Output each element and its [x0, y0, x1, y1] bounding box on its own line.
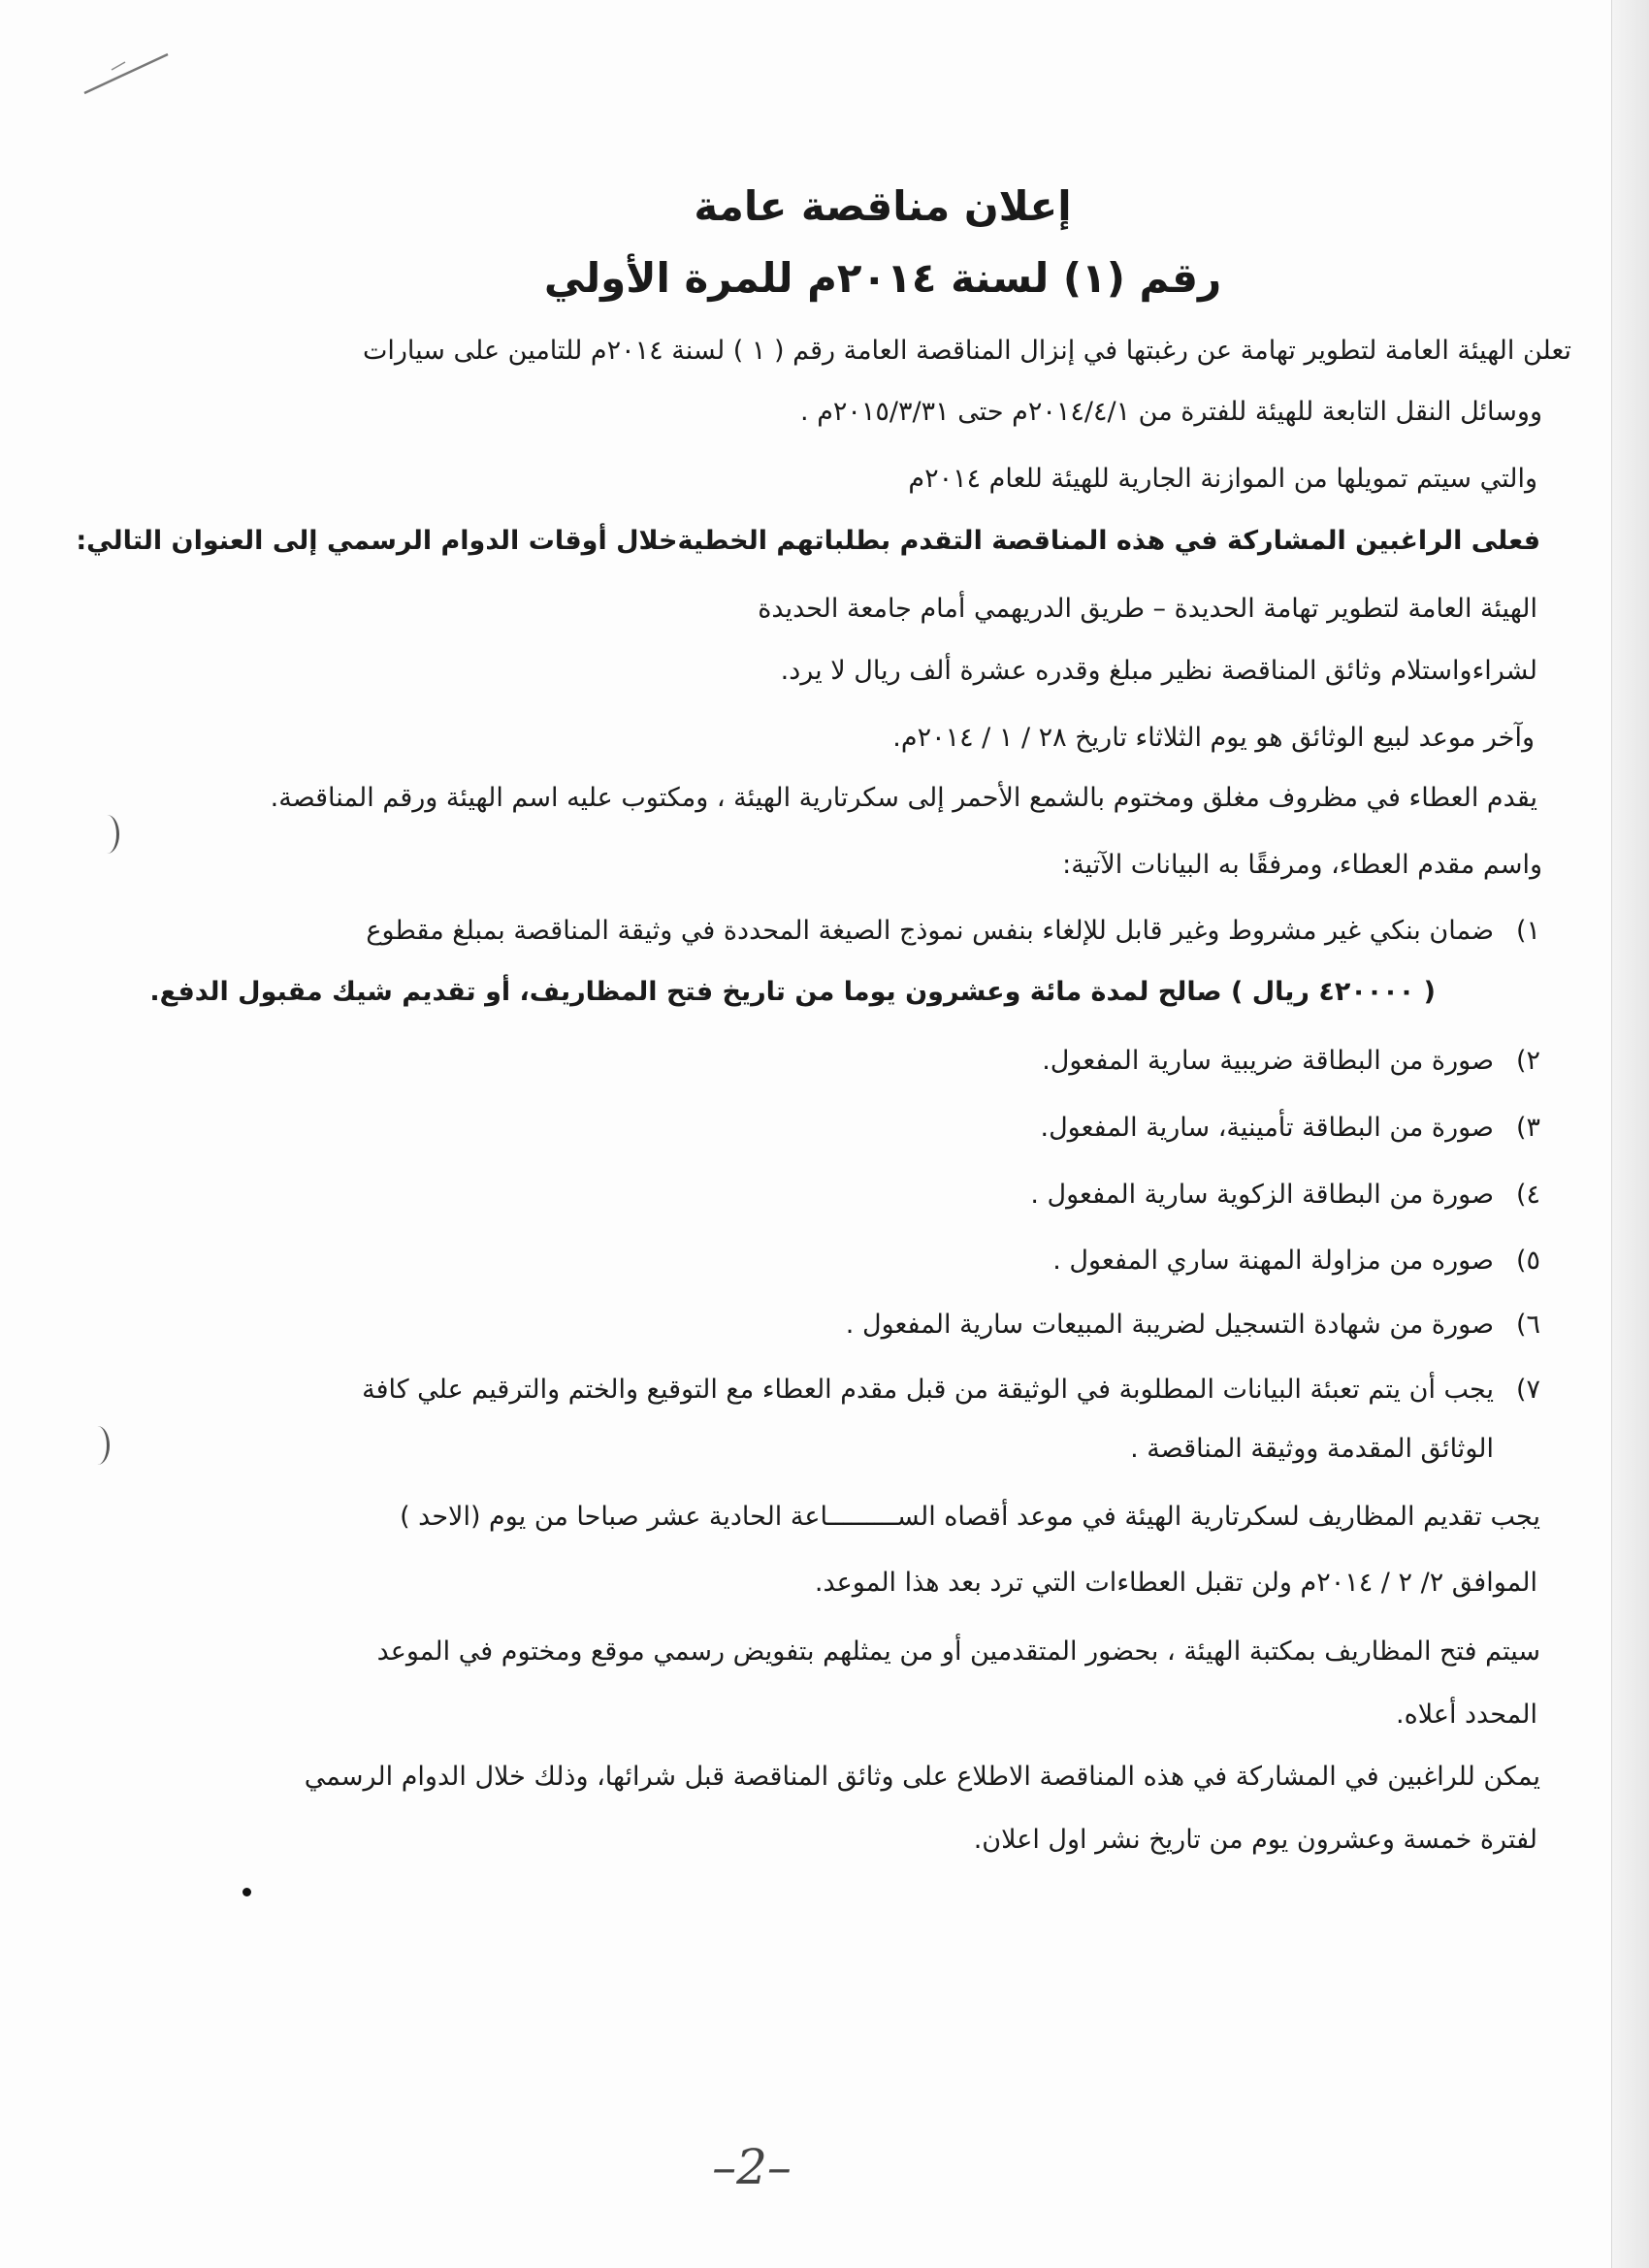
paragraph-line: يقدم العطاء في مظروف مغلق ومختوم بالشمع الأحمر إلى سكرتارية الهيئة ، ومكتوب عليه اسم الهيئة ورقم المناقصة.: [270, 783, 1537, 813]
paragraph-line: واسم مقدم العطاء، ومرفقًا به البيانات الآتية:: [1062, 850, 1542, 880]
paragraph-line: تعلن الهيئة العامة لتطوير تهامة عن رغبتها في إنزال المناقصة العامة رقم ( ١ ) لسنة ٢٠١٤م للتامين على سيارات: [362, 336, 1571, 366]
paragraph-line: المحدد أعلاه.: [1396, 1700, 1537, 1730]
requirement-text: الوثائق المقدمة ووثيقة المناقصة .: [1130, 1434, 1494, 1464]
paragraph-line: لفترة خمسة وعشرون يوم من تاريخ نشر اول اعلان.: [973, 1825, 1537, 1855]
requirement-text: يجب أن يتم تعبئة البيانات المطلوبة في الوثيقة من قبل مقدم العطاء مع التوقيع والختم والترقيم علي كافة: [362, 1375, 1494, 1405]
requirement-text: صورة من البطاقة الزكوية سارية المفعول .: [1030, 1180, 1494, 1210]
punch-hole-mark: [95, 815, 119, 854]
paragraph-line: الموافق ٢/ ٢ / ٢٠١٤م ولن تقبل العطاءات التي ترد بعد هذا الموعد.: [814, 1568, 1537, 1598]
document-title: إعلان مناقصة عامة: [694, 182, 1072, 230]
requirement-number: ٤): [1515, 1180, 1540, 1210]
paragraph-line: سيتم فتح المظاريف بمكتبة الهيئة ، بحضور المتقدمين أو من يمثلهم بتفويض رسمي موقع ومختوم في الموعد: [376, 1636, 1540, 1667]
paragraph-line: وآخر موعد لبيع الوثائق هو يوم الثلاثاء تاريخ ٢٨ / ١ / ٢٠١٤م.: [892, 723, 1535, 753]
document-subtitle: رقم (١) لسنة ٢٠١٤م للمرة الأولي: [543, 254, 1222, 302]
paragraph-line: يمكن للراغبين في المشاركة في هذه المناقصة الاطلاع على وثائق المناقصة قبل شرائها، وذلك خلال الدوام الرسمي: [304, 1762, 1540, 1792]
requirement-text: صورة من البطاقة ضريبية سارية المفعول.: [1042, 1046, 1494, 1076]
requirement-number: ٣): [1515, 1113, 1540, 1143]
stray-dot-mark: [242, 1888, 251, 1896]
requirement-text: صورة من شهادة التسجيل لضريبة المبيعات سارية المفعول .: [845, 1310, 1494, 1340]
requirement-number: ١): [1515, 916, 1540, 946]
requirement-number: ٥): [1515, 1246, 1540, 1276]
paragraph-line: ووسائل النقل التابعة للهيئة للفترة من ٢٠١٤/٤/١م حتى ٢٠١٥/٣/٣١م .: [800, 397, 1542, 427]
requirement-text: صورة من البطاقة تأمينية، سارية المفعول.: [1040, 1113, 1494, 1143]
requirement-number: ٧): [1515, 1375, 1540, 1405]
paragraph-line: والتي سيتم تمويلها من الموازنة الجارية للهيئة للعام ٢٠١٤م: [908, 464, 1537, 494]
page-edge-shadow: [1611, 0, 1649, 2268]
page-number: –2–: [712, 2139, 792, 2195]
requirement-number: ٢): [1515, 1046, 1540, 1076]
pen-stroke-mark: [82, 50, 170, 97]
punch-hole-mark: [85, 1426, 110, 1465]
requirement-number: ٦): [1515, 1310, 1540, 1340]
paragraph-line: لشراءواستلام وثائق المناقصة نظير مبلغ وقدره عشرة ألف ريال لا يرد.: [780, 656, 1537, 686]
paragraph-line: فعلى الراغبين المشاركة في هذه المناقصة التقدم بطلباتهم الخطيةخلال أوقات الدوام الرسمي إلى العنوان التالي:: [76, 526, 1540, 556]
paragraph-line: الهيئة العامة لتطوير تهامة الحديدة – طريق الدريهمي أمام جامعة الحديدة: [758, 594, 1537, 624]
requirement-text: صوره من مزاولة المهنة ساري المفعول .: [1052, 1246, 1494, 1276]
paragraph-line: يجب تقديم المظاريف لسكرتارية الهيئة في موعد أقصاه الســـــــــاعة الحادية عشر صباحا من يوم (الاحد ): [400, 1502, 1540, 1532]
requirement-text: ضمان بنكي غير مشروط وغير قابل للإلغاء بنفس نموذج الصيغة المحددة في وثيقة المناقصة بمبلغ مقطوع: [366, 916, 1494, 946]
requirement-text: ( ٤٢٠٠٠٠ ريال ) صالح لمدة مائة وعشرون يوما من تاريخ فتح المظاريف، أو تقديم شيك مقبول الدفع.: [149, 977, 1436, 1007]
